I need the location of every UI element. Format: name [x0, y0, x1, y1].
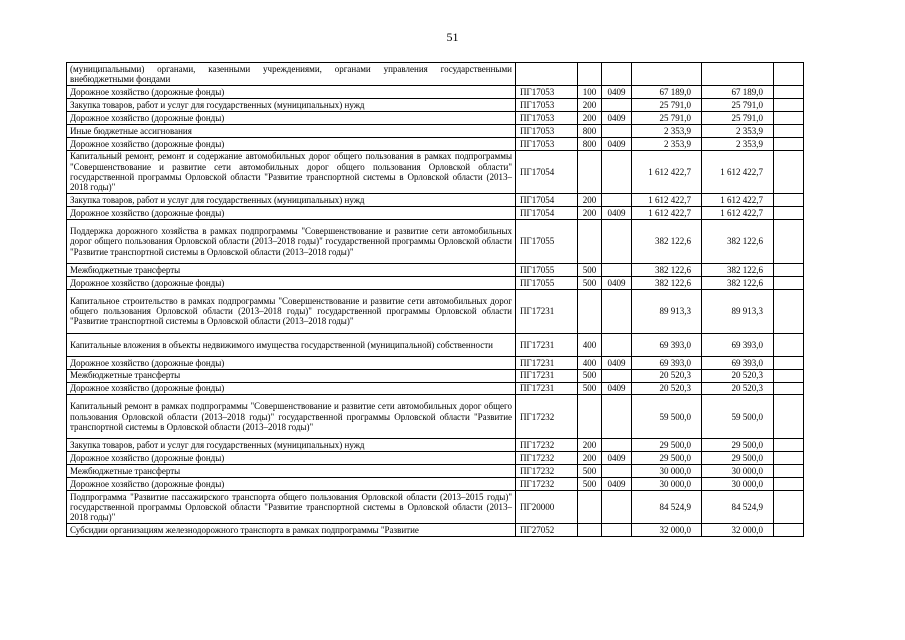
row-expense-type-cell: 500 [578, 465, 602, 478]
table-row [67, 111, 804, 124]
row-amount-cell: 59 500,0 [632, 395, 702, 439]
row-empty-cell [774, 124, 804, 137]
row-section-cell [602, 63, 632, 86]
row-expense-type-cell: 200 [578, 207, 602, 220]
table-row [67, 356, 804, 369]
table-row [67, 207, 804, 220]
row-amount-total-cell: 2 353,9 [702, 137, 774, 150]
row-section-cell [602, 439, 632, 452]
budget-table [66, 62, 804, 537]
row-amount-cell: 29 500,0 [632, 439, 702, 452]
row-amount-cell: 25 791,0 [632, 111, 702, 124]
table-body [67, 63, 804, 537]
row-name-cell: Капитальное строительство в рамках подпрограммы "Совершенствование и развитие сети автомобильных дорог общего пользования Орловской области (2013–2018 годы)" государственной программы Орловской области "Развитие транспортной системы в Орловской области (2013–2018 годы)" [67, 289, 516, 333]
row-amount-cell: 2 353,9 [632, 124, 702, 137]
row-code-cell: ПГ17055 [516, 276, 578, 289]
row-name-cell: Иные бюджетные ассигнования [67, 124, 516, 137]
row-expense-type-cell: 200 [578, 194, 602, 207]
row-expense-type-cell [578, 63, 602, 86]
row-code-cell: ПГ17232 [516, 395, 578, 439]
row-amount-cell: 30 000,0 [632, 465, 702, 478]
row-code-cell: ПГ17231 [516, 369, 578, 382]
row-section-cell: 0409 [602, 86, 632, 99]
row-amount-total-cell: 32 000,0 [702, 524, 774, 537]
row-amount-total-cell: 1 612 422,7 [702, 150, 774, 194]
row-name-cell: Закупка товаров, работ и услуг для государственных (муниципальных) нужд [67, 99, 516, 112]
row-section-cell [602, 524, 632, 537]
row-amount-total-cell: 84 524,9 [702, 490, 774, 524]
row-amount-total-cell: 69 393,0 [702, 333, 774, 356]
row-name-cell: Дорожное хозяйство (дорожные фонды) [67, 276, 516, 289]
row-amount-total-cell: 382 122,6 [702, 276, 774, 289]
row-amount-total-cell: 30 000,0 [702, 477, 774, 490]
table-row [67, 289, 804, 333]
row-empty-cell [774, 111, 804, 124]
row-section-cell: 0409 [602, 382, 632, 395]
row-section-cell [602, 395, 632, 439]
row-section-cell [602, 124, 632, 137]
table-row [67, 220, 804, 264]
row-code-cell: ПГ17232 [516, 452, 578, 465]
row-name-cell: Дорожное хозяйство (дорожные фонды) [67, 86, 516, 99]
row-code-cell: ПГ27052 [516, 524, 578, 537]
row-section-cell: 0409 [602, 207, 632, 220]
row-section-cell [602, 220, 632, 264]
row-name-cell: Межбюджетные трансферты [67, 264, 516, 277]
table-row [67, 395, 804, 439]
row-amount-total-cell: 1 612 422,7 [702, 207, 774, 220]
row-amount-cell: 32 000,0 [632, 524, 702, 537]
row-amount-total-cell: 382 122,6 [702, 220, 774, 264]
table-row [67, 439, 804, 452]
row-code-cell: ПГ17053 [516, 111, 578, 124]
row-amount-total-cell: 89 913,3 [702, 289, 774, 333]
row-name-cell: Дорожное хозяйство (дорожные фонды) [67, 111, 516, 124]
row-amount-total-cell: 1 612 422,7 [702, 194, 774, 207]
row-name-cell: Межбюджетные трансферты [67, 465, 516, 478]
row-section-cell [602, 465, 632, 478]
row-amount-total-cell: 25 791,0 [702, 111, 774, 124]
row-name-cell: Капитальный ремонт, ремонт и содержание автомобильных дорог общего пользования в рамках подпрограммы "Совершенствование и развитие сети автомобильных дорог общего пользования Орловской области" государственной программы Орловской области "Развитие транспортной системы в Орловской области (2013–2018 годы)" [67, 150, 516, 194]
row-expense-type-cell: 200 [578, 452, 602, 465]
row-empty-cell [774, 86, 804, 99]
table-row [67, 276, 804, 289]
row-code-cell: ПГ17053 [516, 137, 578, 150]
row-empty-cell [774, 150, 804, 194]
row-amount-total-cell: 29 500,0 [702, 439, 774, 452]
row-section-cell [602, 369, 632, 382]
row-amount-cell: 89 913,3 [632, 289, 702, 333]
table-row [67, 194, 804, 207]
row-expense-type-cell [578, 524, 602, 537]
row-name-cell: Капитальные вложения в объекты недвижимого имущества государственной (муниципальной) собственности [67, 333, 516, 356]
row-section-cell: 0409 [602, 452, 632, 465]
row-section-cell [602, 150, 632, 194]
row-amount-total-cell: 29 500,0 [702, 452, 774, 465]
row-name-cell: Дорожное хозяйство (дорожные фонды) [67, 207, 516, 220]
row-amount-cell: 30 000,0 [632, 477, 702, 490]
table-row [67, 524, 804, 537]
row-section-cell: 0409 [602, 276, 632, 289]
table-row [67, 465, 804, 478]
row-amount-total-cell: 25 791,0 [702, 99, 774, 112]
table-row [67, 382, 804, 395]
table-row [67, 137, 804, 150]
row-code-cell [516, 63, 578, 86]
row-amount-total-cell [702, 63, 774, 86]
row-expense-type-cell [578, 150, 602, 194]
row-empty-cell [774, 395, 804, 439]
table-row [67, 333, 804, 356]
row-name-cell: Дорожное хозяйство (дорожные фонды) [67, 477, 516, 490]
row-section-cell: 0409 [602, 137, 632, 150]
row-empty-cell [774, 524, 804, 537]
row-amount-cell: 25 791,0 [632, 99, 702, 112]
row-amount-cell: 382 122,6 [632, 264, 702, 277]
row-amount-cell: 382 122,6 [632, 276, 702, 289]
table-row [67, 490, 804, 524]
row-expense-type-cell: 500 [578, 369, 602, 382]
row-amount-total-cell: 20 520,3 [702, 382, 774, 395]
row-expense-type-cell: 100 [578, 86, 602, 99]
row-section-cell [602, 99, 632, 112]
row-empty-cell [774, 356, 804, 369]
row-expense-type-cell: 400 [578, 333, 602, 356]
row-code-cell: ПГ20000 [516, 490, 578, 524]
table-row [67, 99, 804, 112]
row-empty-cell [774, 264, 804, 277]
row-amount-cell: 69 393,0 [632, 356, 702, 369]
row-empty-cell [774, 465, 804, 478]
table-row [67, 124, 804, 137]
row-amount-cell: 382 122,6 [632, 220, 702, 264]
row-code-cell: ПГ17232 [516, 477, 578, 490]
row-name-cell: Межбюджетные трансферты [67, 369, 516, 382]
row-code-cell: ПГ17231 [516, 356, 578, 369]
row-amount-total-cell: 59 500,0 [702, 395, 774, 439]
row-name-cell: Подпрограмма "Развитие пассажирского транспорта общего пользования Орловской области (2013–2015 годы)" государственной программы Орловской области "Развитие транспортной системы в Орловской области (2013–2018 годы)" [67, 490, 516, 524]
row-empty-cell [774, 439, 804, 452]
table-row [67, 63, 804, 86]
row-expense-type-cell: 800 [578, 137, 602, 150]
row-name-cell: (муниципальными) органами, казенными учреждениями, органами управления государственными внебюджетными фондами [67, 63, 516, 86]
row-amount-cell: 67 189,0 [632, 86, 702, 99]
row-empty-cell [774, 477, 804, 490]
row-amount-total-cell: 2 353,9 [702, 124, 774, 137]
row-name-cell: Дорожное хозяйство (дорожные фонды) [67, 137, 516, 150]
row-name-cell: Поддержка дорожного хозяйства в рамках подпрограммы "Совершенствование и развитие сети автомобильных дорог общего пользования Орловской области (2013–2018 годы)" государственной программы Орловской области "Развитие транспортной системы в Орловской области (2013–2018 годы)" [67, 220, 516, 264]
row-name-cell: Капитальный ремонт в рамках подпрограммы "Совершенствование и развитие сети автомобильных дорог общего пользования Орловской области (2013–2018 годы)" государственной программы Орловской области "Развитие транспортной системы в Орловской области (2013–2018 годы)" [67, 395, 516, 439]
row-empty-cell [774, 490, 804, 524]
page-number: 51 [446, 30, 459, 44]
row-code-cell: ПГ17055 [516, 220, 578, 264]
row-section-cell [602, 289, 632, 333]
row-expense-type-cell: 200 [578, 439, 602, 452]
row-section-cell: 0409 [602, 477, 632, 490]
row-code-cell: ПГ17054 [516, 150, 578, 194]
row-section-cell [602, 194, 632, 207]
row-name-cell: Субсидии организациям железнодорожного транспорта в рамках подпрограммы "Развитие [67, 524, 516, 537]
row-expense-type-cell: 500 [578, 276, 602, 289]
row-empty-cell [774, 382, 804, 395]
row-expense-type-cell: 500 [578, 264, 602, 277]
table-row [67, 477, 804, 490]
row-expense-type-cell: 200 [578, 111, 602, 124]
row-code-cell: ПГ17232 [516, 465, 578, 478]
row-amount-cell: 1 612 422,7 [632, 194, 702, 207]
row-empty-cell [774, 137, 804, 150]
row-empty-cell [774, 194, 804, 207]
row-expense-type-cell: 500 [578, 382, 602, 395]
row-amount-cell: 20 520,3 [632, 369, 702, 382]
row-amount-cell: 69 393,0 [632, 333, 702, 356]
row-empty-cell [774, 220, 804, 264]
row-amount-cell: 84 524,9 [632, 490, 702, 524]
row-name-cell: Дорожное хозяйство (дорожные фонды) [67, 382, 516, 395]
row-expense-type-cell [578, 395, 602, 439]
row-amount-cell: 1 612 422,7 [632, 150, 702, 194]
row-section-cell [602, 490, 632, 524]
row-name-cell: Дорожное хозяйство (дорожные фонды) [67, 452, 516, 465]
row-amount-total-cell: 69 393,0 [702, 356, 774, 369]
row-amount-cell: 20 520,3 [632, 382, 702, 395]
row-code-cell: ПГ17053 [516, 124, 578, 137]
row-empty-cell [774, 63, 804, 86]
row-amount-total-cell: 20 520,3 [702, 369, 774, 382]
table-row [67, 369, 804, 382]
row-empty-cell [774, 369, 804, 382]
row-code-cell: ПГ17053 [516, 99, 578, 112]
row-code-cell: ПГ17055 [516, 264, 578, 277]
row-code-cell: ПГ17053 [516, 86, 578, 99]
row-expense-type-cell: 500 [578, 477, 602, 490]
row-empty-cell [774, 289, 804, 333]
table-row [67, 150, 804, 194]
row-amount-cell [632, 63, 702, 86]
row-name-cell: Дорожное хозяйство (дорожные фонды) [67, 356, 516, 369]
row-amount-total-cell: 382 122,6 [702, 264, 774, 277]
row-expense-type-cell: 400 [578, 356, 602, 369]
row-expense-type-cell: 200 [578, 99, 602, 112]
row-name-cell: Закупка товаров, работ и услуг для государственных (муниципальных) нужд [67, 439, 516, 452]
row-amount-cell: 2 353,9 [632, 137, 702, 150]
table-row [67, 264, 804, 277]
row-empty-cell [774, 452, 804, 465]
row-section-cell: 0409 [602, 111, 632, 124]
row-code-cell: ПГ17054 [516, 194, 578, 207]
row-code-cell: ПГ17054 [516, 207, 578, 220]
row-amount-cell: 1 612 422,7 [632, 207, 702, 220]
row-empty-cell [774, 207, 804, 220]
table-row [67, 86, 804, 99]
row-expense-type-cell [578, 289, 602, 333]
row-expense-type-cell [578, 490, 602, 524]
row-section-cell: 0409 [602, 356, 632, 369]
row-code-cell: ПГ17231 [516, 382, 578, 395]
row-empty-cell [774, 333, 804, 356]
row-code-cell: ПГ17232 [516, 439, 578, 452]
row-expense-type-cell [578, 220, 602, 264]
row-code-cell: ПГ17231 [516, 333, 578, 356]
row-empty-cell [774, 99, 804, 112]
row-empty-cell [774, 276, 804, 289]
row-amount-cell: 29 500,0 [632, 452, 702, 465]
table-row [67, 452, 804, 465]
row-name-cell: Закупка товаров, работ и услуг для государственных (муниципальных) нужд [67, 194, 516, 207]
row-code-cell: ПГ17231 [516, 289, 578, 333]
row-amount-total-cell: 30 000,0 [702, 465, 774, 478]
row-section-cell [602, 333, 632, 356]
row-expense-type-cell: 800 [578, 124, 602, 137]
row-amount-total-cell: 67 189,0 [702, 86, 774, 99]
row-section-cell [602, 264, 632, 277]
